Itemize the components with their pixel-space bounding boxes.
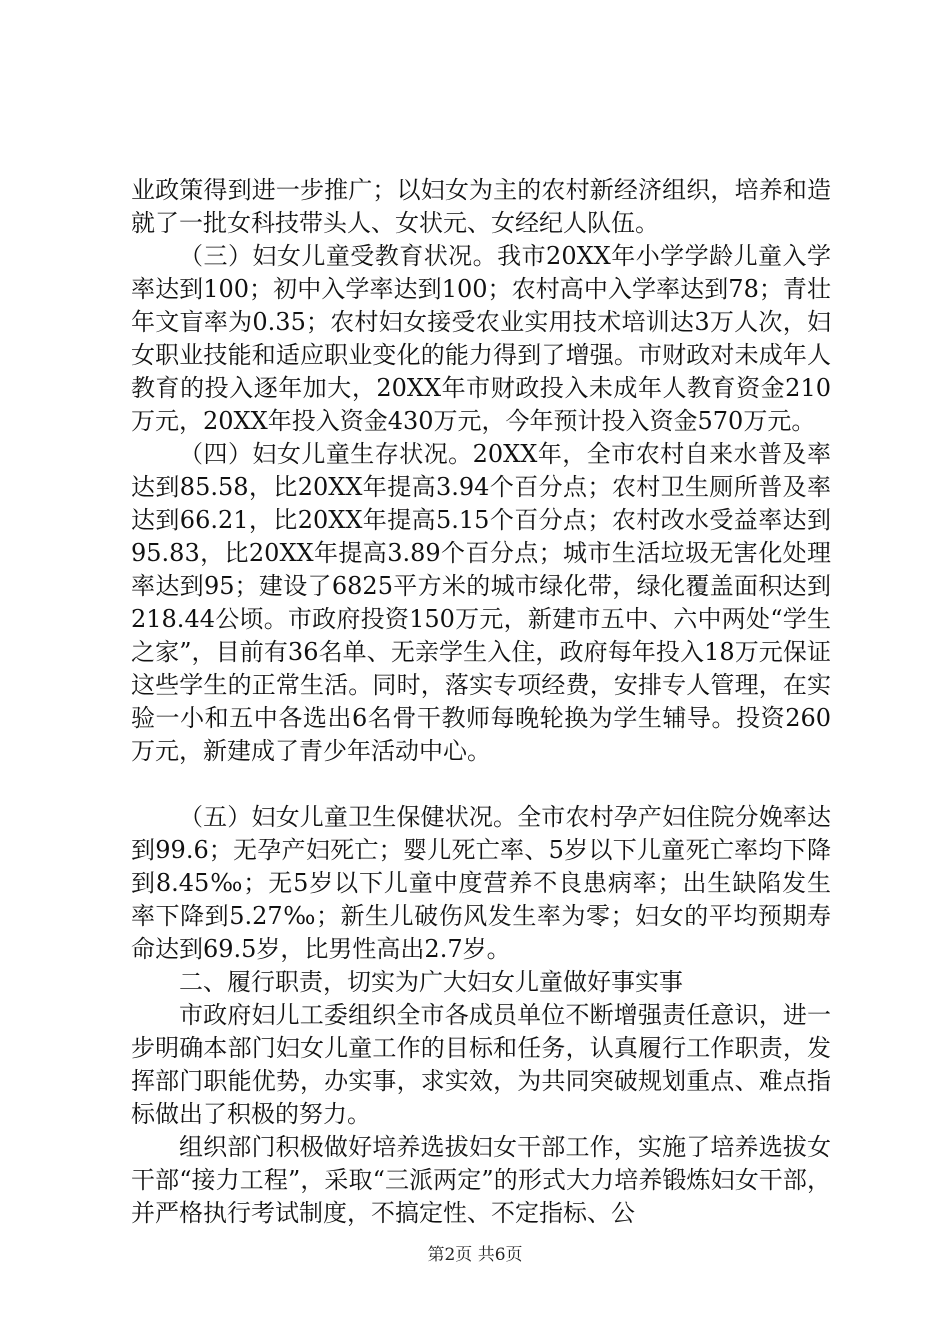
paragraph-health-status: （五）妇女儿童卫生保健状况。全市农村孕产妇住院分娩率达到99.6；无孕产妇死亡；婴儿死亡率、5岁以下儿童死亡率均下降到8.45‰；无5岁以下儿童中度营养不良患病率；出生缺陷发生率下降到5.27‰；新生儿破伤风发生率为零；妇女的平均预期寿命达到69.5岁，比男性高出2.7岁。 [131,803,831,963]
paragraph-committee-work: 市政府妇儿工委组织全市各成员单位不断增强责任意识，进一步明确本部门妇女儿童工作的目标和任务，认真履行工作职责，发挥部门职能优势，办实事，求实效，为共同突破规划重点、难点指标做出了积极的努力。 [131,1001,831,1128]
section-heading: 二、履行职责，切实为广大妇女儿童做好事实事 [179,968,683,996]
paragraph-survival-status: （四）妇女儿童生存状况。20XX年，全市农村自来水普及率达到85.58，比20XX年提高3.94个百分点；农村卫生厕所普及率达到66.21，比20XX年提高5.15个百分点；农村改水受益率达到95.83，比20XX年提高3.89个百分点；城市生活垃圾无害化处理率达到95；建设了6825平方米的城市绿化带，绿化覆盖面积达到218.44公顷。市政府投资150万元，新建市五中、六中两处“学生之家”，目前有36名单、无亲学生入住，政府每年投入18万元保证这些学生的正常生活。同时，落实专项经费，安排专人管理，在实验一小和五中各选出6名骨干教师每晚轮换为学生辅导。投资260万元，新建成了青少年活动中心。 [131,440,831,765]
page-number-footer: 第2页 共6页 [427,1245,523,1265]
paragraph-organization-dept: 组织部门积极做好培养选拔妇女干部工作，实施了培养选拔女干部“接力工程”，采取“三派两定”的形式大力培养锻炼妇女干部，并严格执行考试制度，不搞定性、不定指标、公 [131,1133,831,1227]
paragraph-continuation: 业政策得到进一步推广；以妇女为主的农村新经济组织，培养和造就了一批女科技带头人、女状元、女经纪人队伍。 [131,176,831,237]
paragraph-education-status: （三）妇女儿童受教育状况。我市20XX年小学学龄儿童入学率达到100；初中入学率达到100；农村高中入学率达到78；青壮年文盲率为0.35；农村妇女接受农业实用技术培训达3万人次，妇女职业技能和适应职业变化的能力得到了增强。市财政对未成年人教育的投入逐年加大，20XX年市财政投入未成年人教育资金210万元，20XX年投入资金430万元，今年预计投入资金570万元。 [131,242,831,435]
document-body [131,174,831,1230]
